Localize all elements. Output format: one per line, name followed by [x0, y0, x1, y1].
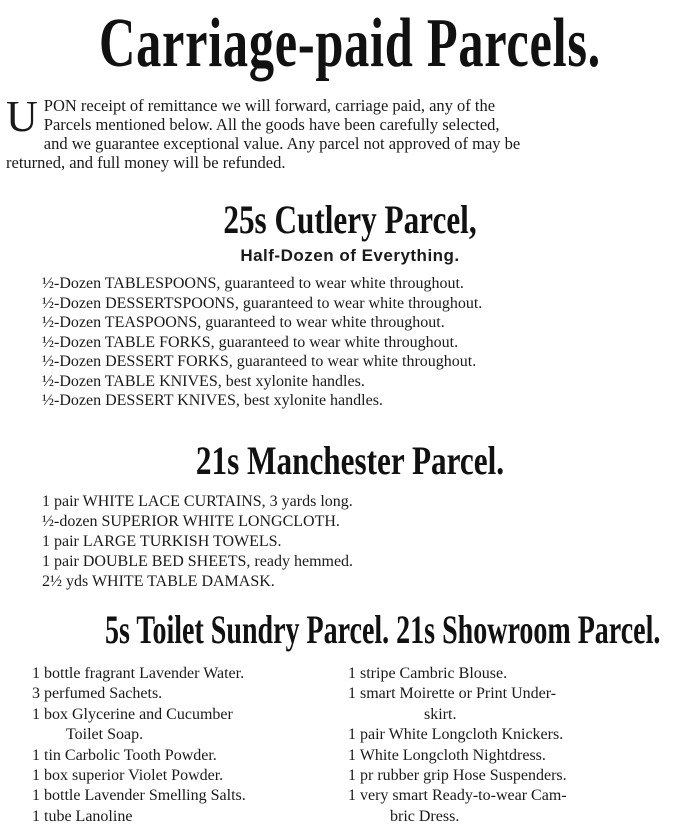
list-item: ½-Dozen TABLESPOONS, guaranteed to wear white throughout. [42, 275, 464, 292]
list-item: 3 perfumed Sachets. [32, 685, 163, 703]
list-item: 1 White Longcloth Nightdress. [348, 746, 546, 764]
list-item: ½-Dozen DESSERT KNIVES, best xylonite handles. [42, 392, 383, 409]
list-item: ½-dozen SUPERIOR WHITE LONGCLOTH. [42, 513, 340, 530]
intro-line: PON receipt of remittance we will forward, carriage paid, any of the [43, 96, 496, 115]
list-item: ½-Dozen TABLE FORKS, guaranteed to wear white throughout. [42, 333, 459, 351]
showroom-list [348, 664, 567, 827]
intro-line: Parcels mentioned below. All the goods have been carefully selected, [43, 115, 500, 134]
list-item: 1 pr rubber grip Hose Suspenders. [348, 767, 567, 785]
bottom-heading: 5s Toilet Sundry Parcel. 21s Showroom Parcel. [105, 607, 661, 652]
cutlery-heading: 25s Cutlery Parcel, [223, 197, 477, 242]
list-item: ½-Dozen TEASPOONS, guaranteed to wear white throughout. [42, 314, 445, 331]
list-item: 1 smart Moirette or Print Under- [348, 685, 557, 703]
list-item: 1 pair WHITE LACE CURTAINS, 3 yards long. [42, 493, 353, 510]
cutlery-subheading: Half-Dozen of Everything. [240, 246, 460, 265]
manchester-list [42, 492, 353, 592]
list-item: 1 box Glycerine and Cucumber [32, 705, 233, 723]
list-item: skirt. [424, 705, 457, 723]
intro-line: and we guarantee exceptional value. Any parcel not approved of may be [43, 134, 521, 153]
list-item: Toilet Soap. [66, 726, 144, 744]
list-item: 1 pair White Longcloth Knickers. [348, 726, 564, 744]
manchester-heading: 21s Manchester Parcel. [195, 438, 505, 483]
intro-paragraph [6, 92, 696, 172]
toilet-sundry-list [32, 664, 246, 827]
cutlery-list [42, 274, 482, 411]
list-item: 1 pair LARGE TURKISH TOWELS. [42, 533, 282, 550]
list-item: 1 bottle fragrant Lavender Water. [32, 665, 245, 682]
list-item: 1 tube Lanoline [32, 807, 133, 825]
list-item: bric Dress. [390, 807, 460, 825]
list-item: ½-Dozen DESSERT FORKS, guaranteed to wear white throughout. [42, 353, 477, 370]
list-item: 1 bottle Lavender Smelling Salts. [32, 787, 246, 805]
intro-line: returned, and full money will be refunded. [6, 153, 286, 172]
list-item: 1 tin Carbolic Tooth Powder. [32, 746, 217, 764]
page-title: Carriage-paid Parcels. [98, 5, 601, 82]
list-item: 1 stripe Cambric Blouse. [348, 665, 508, 682]
list-item: 1 box superior Violet Powder. [32, 767, 224, 785]
list-item: ½-Dozen DESSERTSPOONS, guaranteed to wear white throughout. [42, 294, 483, 312]
list-item: 1 very smart Ready-to-wear Cam- [348, 787, 567, 805]
list-item: 1 pair DOUBLE BED SHEETS, ready hemmed. [42, 553, 354, 570]
drop-cap: U [6, 92, 38, 141]
list-item: ½-Dozen TABLE KNIVES, best xylonite handles. [42, 372, 365, 390]
list-item: 2½ yds WHITE TABLE DAMASK. [42, 573, 275, 590]
